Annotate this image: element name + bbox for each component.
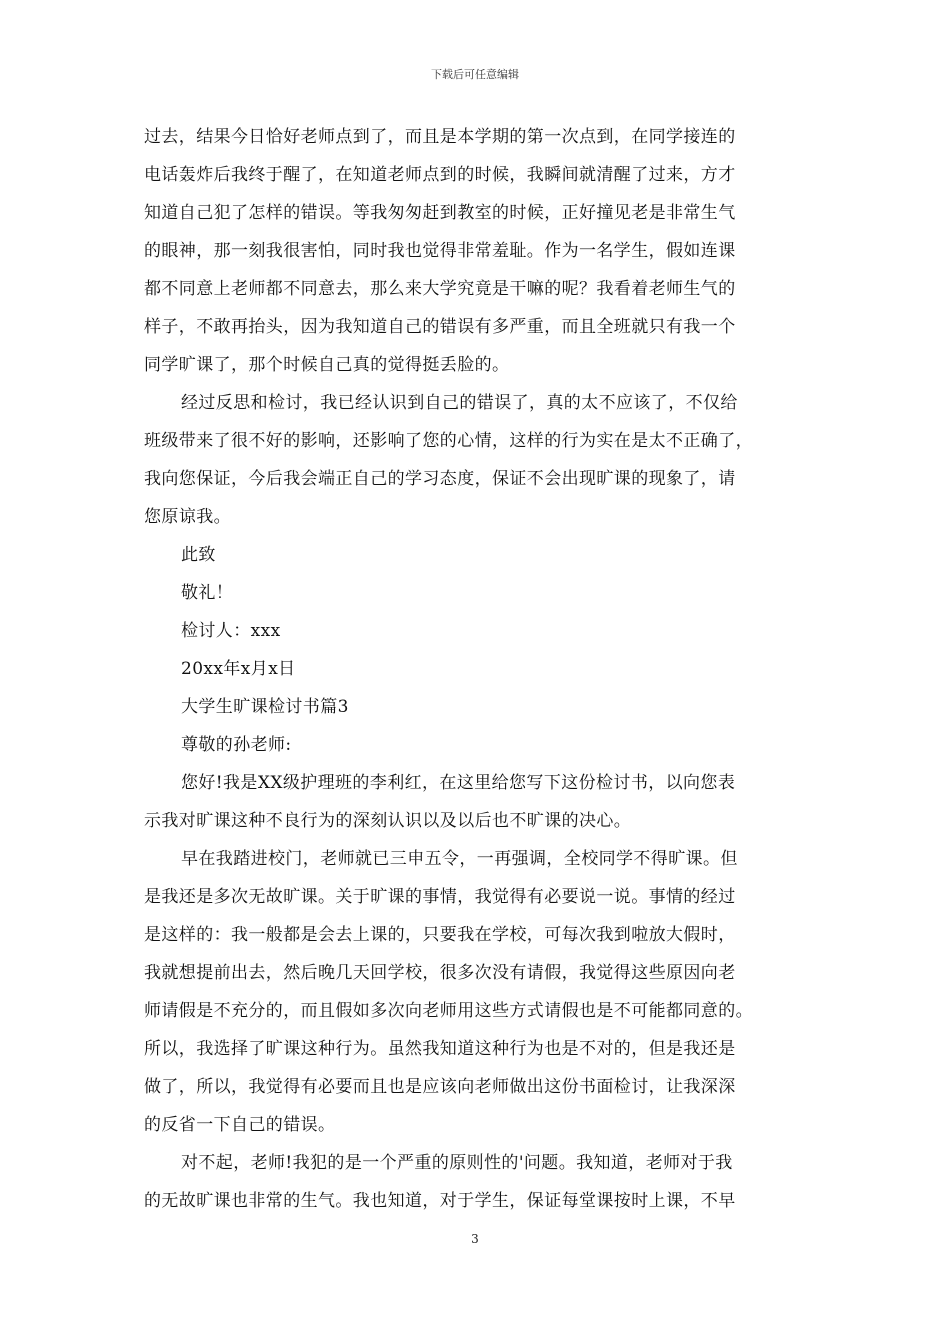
text-line: 示我对旷课这种不良行为的深刻认识以及以后也不旷课的决心。 (144, 811, 632, 831)
text-line: 我向您保证，今后我会端正自己的学习态度，保证不会出现旷课的现象了，请 (144, 469, 736, 489)
text-line: 的无故旷课也非常的生气。我也知道，对于学生，保证每堂课按时上课，不早 (144, 1191, 736, 1211)
text-line: 班级带来了很不好的影响，还影响了您的心情，这样的行为实在是太不正确了， (144, 431, 753, 451)
text-line: 是这样的：我一般都是会去上课的，只要我在学校，可每次我到啦放大假时， (144, 925, 736, 945)
text-line: 20xx年x月x日 (181, 659, 296, 679)
text-line: 是我还是多次无故旷课。关于旷课的事情，我觉得有必要说一说。事情的经过 (144, 887, 736, 907)
text-line: 做了，所以，我觉得有必要而且也是应该向老师做出这份书面检讨，让我深深 (144, 1077, 736, 1097)
document-body (144, 118, 814, 1220)
text-line: 同学旷课了，那个时候自己真的觉得挺丢脸的。 (144, 355, 510, 375)
text-line: 样子，不敢再抬头，因为我知道自己的错误有多严重，而且全班就只有我一个 (144, 317, 736, 337)
text-line: 检讨人：xxx (181, 621, 281, 641)
text-line: 电话轰炸后我终于醒了，在知道老师点到的时候，我瞬间就清醒了过来，方才 (144, 165, 736, 185)
text-line: 过去，结果今日恰好老师点到了，而且是本学期的第一次点到，在同学接连的 (144, 127, 736, 147)
text-line: 早在我踏进校门，老师就已三申五令，一再强调，全校同学不得旷课。但 (181, 849, 738, 869)
text-line: 经过反思和检讨，我已经认识到自己的错误了，真的太不应该了，不仅给 (181, 393, 738, 413)
text-line: 您原谅我。 (144, 507, 231, 527)
text-line: 的眼神，那一刻我很害怕，同时我也觉得非常羞耻。作为一名学生，假如连课 (144, 241, 736, 261)
text-line: 都不同意上老师都不同意去，那么来大学究竟是干嘛的呢？我看着老师生气的 (144, 279, 736, 299)
page-number: 3 (471, 1232, 479, 1246)
text-line: 您好!我是XX级护理班的李利红，在这里给您写下这份检讨书，以向您表 (181, 773, 736, 793)
text-line: 敬礼！ (181, 583, 234, 603)
text-line: 对不起，老师!我犯的是一个严重的原则性的'问题。我知道，老师对于我 (181, 1153, 733, 1173)
text-line: 的反省一下自己的错误。 (144, 1115, 336, 1135)
page-header: 下载后可任意编辑 (431, 68, 519, 81)
text-line: 知道自己犯了怎样的错误。等我匆匆赶到教室的时候，正好撞见老是非常生气 (144, 203, 736, 223)
text-line: 大学生旷课检讨书篇3 (181, 697, 349, 717)
text-line: 我就想提前出去，然后晚几天回学校，很多次没有请假，我觉得这些原因向老 (144, 963, 736, 983)
text-line: 师请假是不充分的，而且假如多次向老师用这些方式请假也是不可能都同意的。 (144, 1001, 753, 1021)
text-line: 此致 (181, 545, 216, 565)
text-line: 所以，我选择了旷课这种行为。虽然我知道这种行为也是不对的，但是我还是 (144, 1039, 736, 1059)
text-line: 尊敬的孙老师: (181, 735, 292, 755)
